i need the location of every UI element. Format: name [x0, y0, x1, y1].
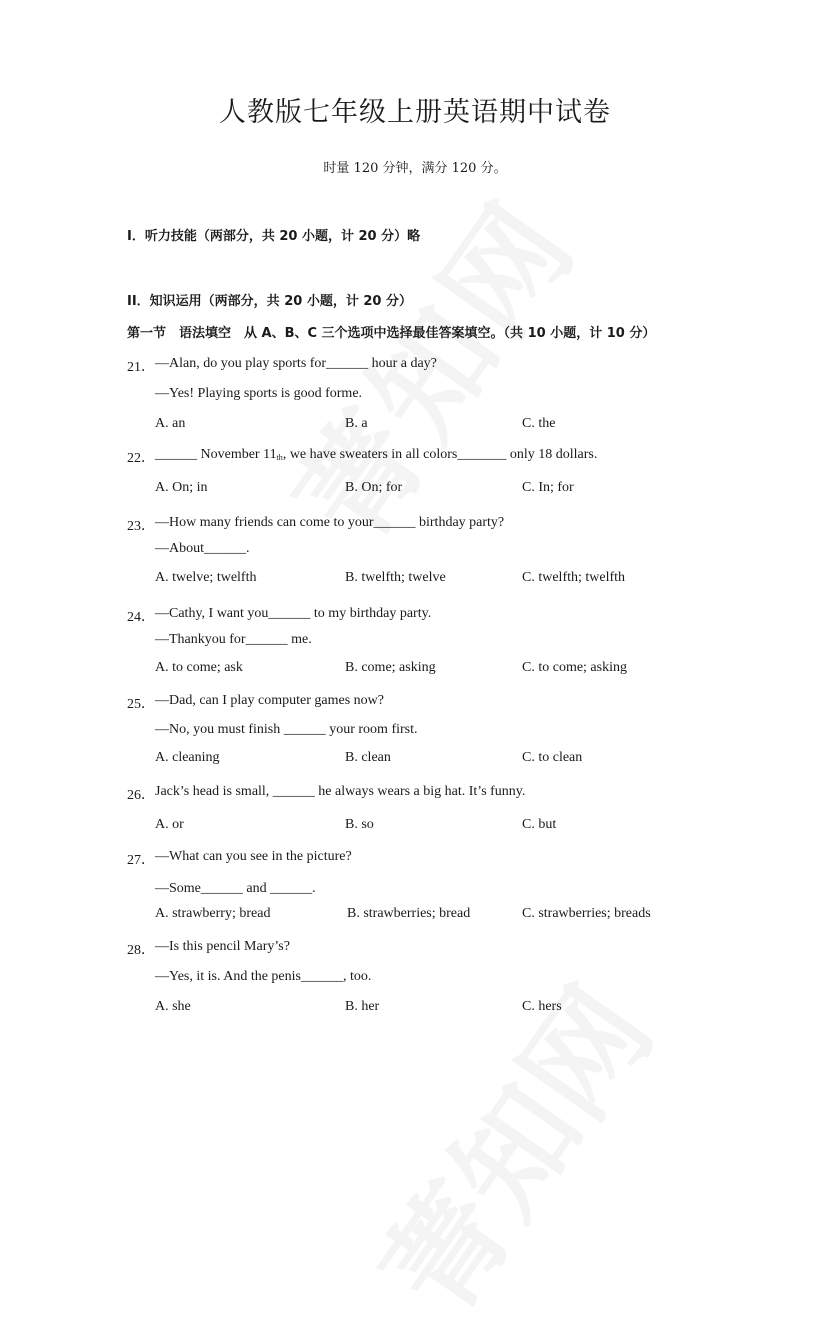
subsection-grammar: 第一节 语法填空 从 A、B、C 三个选项中选择最佳答案填空。（共 10 小题，计 10 分）	[127, 326, 656, 341]
question-line: —Yes, it is. And the penis______, too.	[155, 969, 372, 984]
question-line: —No, you must finish ______ your room first.	[155, 722, 418, 737]
option-a[interactable]: A. strawberry; bread	[155, 906, 271, 921]
exam-time-info: 时量 120 分钟，满分 120 分。	[323, 161, 507, 176]
question-line: —Some______ and ______.	[155, 881, 316, 896]
question-text: ______ November 11	[155, 447, 277, 462]
option-b[interactable]: B. come; asking	[345, 660, 436, 675]
option-c[interactable]: C. strawberries; breads	[522, 906, 651, 921]
option-b[interactable]: B. On; for	[345, 480, 403, 495]
question-line: —Alan, do you play sports for______ hour a day?	[155, 356, 437, 371]
section-knowledge: II．知识运用（两部分，共 20 小题，计 20 分）	[127, 294, 412, 309]
page-title: 人教版七年级上册英语期中试卷	[219, 97, 611, 128]
option-b[interactable]: B. her	[345, 999, 380, 1014]
question-line: —About______.	[155, 541, 250, 556]
option-a[interactable]: A. an	[155, 416, 186, 431]
question-number: 24．	[127, 610, 155, 625]
section-listening: I．听力技能（两部分，共 20 小题，计 20 分）略	[127, 229, 421, 244]
question-line: —Dad, can I play computer games now?	[155, 693, 384, 708]
option-b[interactable]: B. twelfth; twelve	[345, 570, 446, 585]
question-line: —How many friends can come to your______ birthday party?	[155, 515, 505, 530]
option-c[interactable]: C. but	[522, 817, 557, 832]
question-number: 23．	[127, 519, 155, 534]
option-c[interactable]: C. the	[522, 416, 556, 431]
question-number: 21．	[127, 360, 155, 375]
question-text: , we have sweaters in all colors_______ only 18 dollars.	[282, 447, 598, 462]
question-number: 28．	[127, 943, 155, 958]
ordinal-suffix: th	[276, 453, 283, 462]
question-number: 22．	[127, 451, 155, 466]
watermark-bottom	[336, 949, 683, 1343]
question-line: —Thankyou for______ me.	[155, 632, 312, 647]
question-line: —Yes! Playing sports is good forme.	[155, 386, 363, 401]
question-line: —Cathy, I want you______ to my birthday party.	[155, 606, 432, 621]
question-number: 26．	[127, 788, 155, 803]
option-a[interactable]: A. to come; ask	[155, 660, 243, 675]
question-number: 25．	[127, 697, 155, 712]
option-a[interactable]: A. she	[155, 999, 191, 1014]
option-a[interactable]: A. cleaning	[155, 750, 220, 765]
option-b[interactable]: B. clean	[345, 750, 391, 765]
option-c[interactable]: C. hers	[522, 999, 562, 1014]
option-a[interactable]: A. On; in	[155, 480, 208, 495]
option-c[interactable]: C. to come; asking	[522, 660, 627, 675]
question-line: —Is this pencil Mary’s?	[155, 939, 290, 954]
question-line: Jack’s head is small, ______ he always wears a big hat. It’s funny.	[155, 784, 526, 799]
question-number: 27．	[127, 853, 155, 868]
question-line: —What can you see in the picture?	[155, 849, 352, 864]
question-line	[155, 447, 597, 463]
option-a[interactable]: A. or	[155, 817, 184, 832]
option-c[interactable]: C. to clean	[522, 750, 583, 765]
option-c[interactable]: C. In; for	[522, 480, 574, 495]
option-a[interactable]: A. twelve; twelfth	[155, 570, 257, 585]
option-b[interactable]: B. strawberries; bread	[347, 906, 471, 921]
option-b[interactable]: B. a	[345, 416, 368, 431]
option-c[interactable]: C. twelfth; twelfth	[522, 570, 626, 585]
option-b[interactable]: B. so	[345, 817, 374, 832]
